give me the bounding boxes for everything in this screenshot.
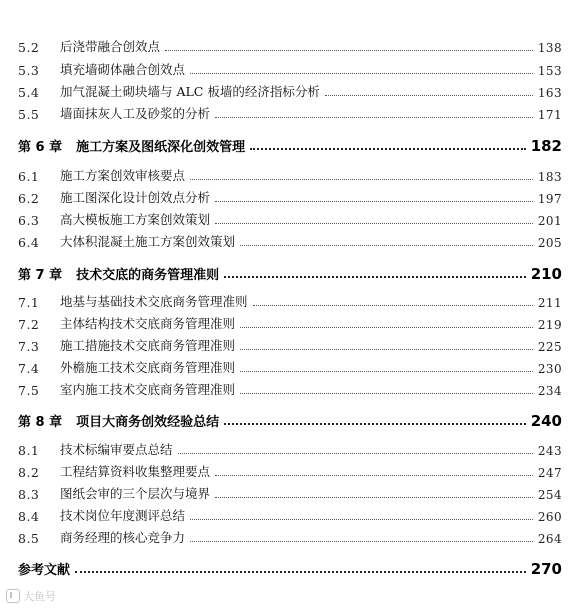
- chapter-label: 第 7 章: [18, 268, 63, 283]
- toc-entry-8-2[interactable]: [18, 462, 562, 480]
- dot-leader: [325, 95, 533, 96]
- page-number: 260: [537, 510, 562, 524]
- dot-leader: [190, 519, 533, 520]
- dot-leader: [240, 327, 533, 328]
- section-number: 6.4: [18, 235, 40, 250]
- section-title: 墙面抹灰人工及砂浆的分析: [60, 106, 211, 121]
- section-title: 加气混凝土砌块墙与 ALC 板墙的经济指标分析: [60, 84, 320, 99]
- dot-leader: [215, 223, 533, 224]
- dot-leader: [224, 276, 526, 278]
- section-number: 6.1: [18, 169, 40, 184]
- chapter-title: 项目大商务创效经验总结: [76, 415, 220, 430]
- dot-leader: [215, 475, 533, 476]
- chapter-label: 第 8 章: [18, 415, 63, 430]
- dot-leader: [190, 179, 533, 180]
- page-number: 243: [537, 444, 562, 458]
- page-number: 240: [530, 412, 562, 430]
- toc-entry-7-1[interactable]: [18, 292, 562, 310]
- dot-leader: [250, 148, 526, 150]
- page-number: 153: [537, 64, 562, 78]
- section-number: 6.2: [18, 191, 40, 206]
- toc-chapter-8[interactable]: [18, 408, 562, 430]
- toc-references[interactable]: [18, 556, 562, 578]
- page-number: 171: [537, 108, 562, 122]
- toc-entry-6-4[interactable]: [18, 232, 562, 250]
- section-number: 8.4: [18, 509, 40, 524]
- dot-leader: [224, 423, 526, 425]
- toc-entry-7-4[interactable]: [18, 358, 562, 376]
- section-title: 高大模板施工方案创效策划: [60, 212, 211, 227]
- dot-leader: [178, 453, 533, 454]
- page-number: 230: [537, 362, 562, 376]
- page-number: 211: [537, 296, 562, 310]
- page-number: 234: [537, 384, 562, 398]
- toc-entry-5-4[interactable]: [18, 82, 562, 100]
- section-title: 施工措施技术交底商务管理准则: [60, 338, 236, 353]
- toc-entry-5-5[interactable]: [18, 104, 562, 122]
- chapter-title: 施工方案及图纸深化创效管理: [76, 140, 246, 155]
- page-number: 183: [537, 170, 562, 184]
- page-number: 201: [537, 214, 562, 228]
- section-title: 工程结算资料收集整理要点: [60, 464, 211, 479]
- section-number: 5.2: [18, 40, 40, 55]
- dot-leader: [190, 73, 533, 74]
- page-number: 270: [530, 560, 562, 578]
- section-number: 5.5: [18, 107, 40, 122]
- section-number: 8.2: [18, 465, 40, 480]
- page-number: 205: [537, 236, 562, 250]
- page-number: 197: [537, 192, 562, 206]
- toc-entry-7-2[interactable]: [18, 314, 562, 332]
- toc-entry-7-3[interactable]: [18, 336, 562, 354]
- page-number: 182: [530, 137, 562, 155]
- watermark: [6, 588, 56, 604]
- section-number: 7.5: [18, 383, 40, 398]
- section-title: 商务经理的核心竞争力: [60, 530, 186, 545]
- toc-entry-5-2[interactable]: [18, 37, 562, 55]
- section-title: 技术标编审要点总结: [60, 442, 173, 457]
- dot-leader: [240, 371, 533, 372]
- watermark-text: 大鱼号: [23, 590, 56, 603]
- toc-entry-8-5[interactable]: [18, 528, 562, 546]
- toc-entry-8-1[interactable]: [18, 440, 562, 458]
- chapter-title: 技术交底的商务管理准则: [76, 268, 220, 283]
- page-number: 225: [537, 340, 562, 354]
- toc-chapter-6[interactable]: [18, 133, 562, 155]
- dot-leader: [240, 393, 533, 394]
- section-number: 7.4: [18, 361, 40, 376]
- dot-leader: [165, 50, 533, 51]
- section-number: 8.5: [18, 531, 40, 546]
- section-number: 8.1: [18, 443, 40, 458]
- section-number: 7.2: [18, 317, 40, 332]
- section-title: 技术岗位年度测评总结: [60, 508, 186, 523]
- section-title: 施工方案创效审核要点: [60, 168, 186, 183]
- section-title: 大体积混凝土施工方案创效策划: [60, 234, 236, 249]
- section-title: 地基与基础技术交底商务管理准则: [60, 294, 248, 309]
- dot-leader: [215, 117, 533, 118]
- page-number: 219: [537, 318, 562, 332]
- dot-leader: [240, 349, 533, 350]
- references-title: 参考文献: [18, 563, 71, 578]
- toc-entry-8-3[interactable]: [18, 484, 562, 502]
- toc-entry-6-3[interactable]: [18, 210, 562, 228]
- section-number: 5.4: [18, 85, 40, 100]
- toc-entry-7-5[interactable]: [18, 380, 562, 398]
- dot-leader: [215, 497, 533, 498]
- watermark-logo-icon: [6, 589, 20, 603]
- section-number: 7.3: [18, 339, 40, 354]
- dot-leader: [240, 245, 533, 246]
- dot-leader: [190, 541, 533, 542]
- toc-entry-6-2[interactable]: [18, 188, 562, 206]
- toc-chapter-7[interactable]: [18, 261, 562, 283]
- page-number: 247: [537, 466, 562, 480]
- dot-leader: [215, 201, 533, 202]
- page-number: 254: [537, 488, 562, 502]
- section-title: 后浇带融合创效点: [60, 39, 161, 54]
- dot-leader: [75, 571, 526, 573]
- section-title: 填充墙砌体融合创效点: [60, 62, 186, 77]
- dot-leader: [253, 305, 533, 306]
- page-number: 163: [537, 86, 562, 100]
- section-number: 6.3: [18, 213, 40, 228]
- section-number: 8.3: [18, 487, 40, 502]
- toc-entry-8-4[interactable]: [18, 506, 562, 524]
- chapter-label: 第 6 章: [18, 140, 63, 155]
- toc-entry-6-1[interactable]: [18, 166, 562, 184]
- page-number: 138: [537, 41, 562, 55]
- section-title: 施工图深化设计创效点分析: [60, 190, 211, 205]
- section-title: 主体结构技术交底商务管理准则: [60, 316, 236, 331]
- section-title: 外檐施工技术交底商务管理准则: [60, 360, 236, 375]
- page-number: 264: [537, 532, 562, 546]
- toc-entry-5-3[interactable]: [18, 60, 562, 78]
- page-number: 210: [530, 265, 562, 283]
- section-title: 图纸会审的三个层次与境界: [60, 486, 211, 501]
- section-number: 7.1: [18, 295, 40, 310]
- section-number: 5.3: [18, 63, 40, 78]
- section-title: 室内施工技术交底商务管理准则: [60, 382, 236, 397]
